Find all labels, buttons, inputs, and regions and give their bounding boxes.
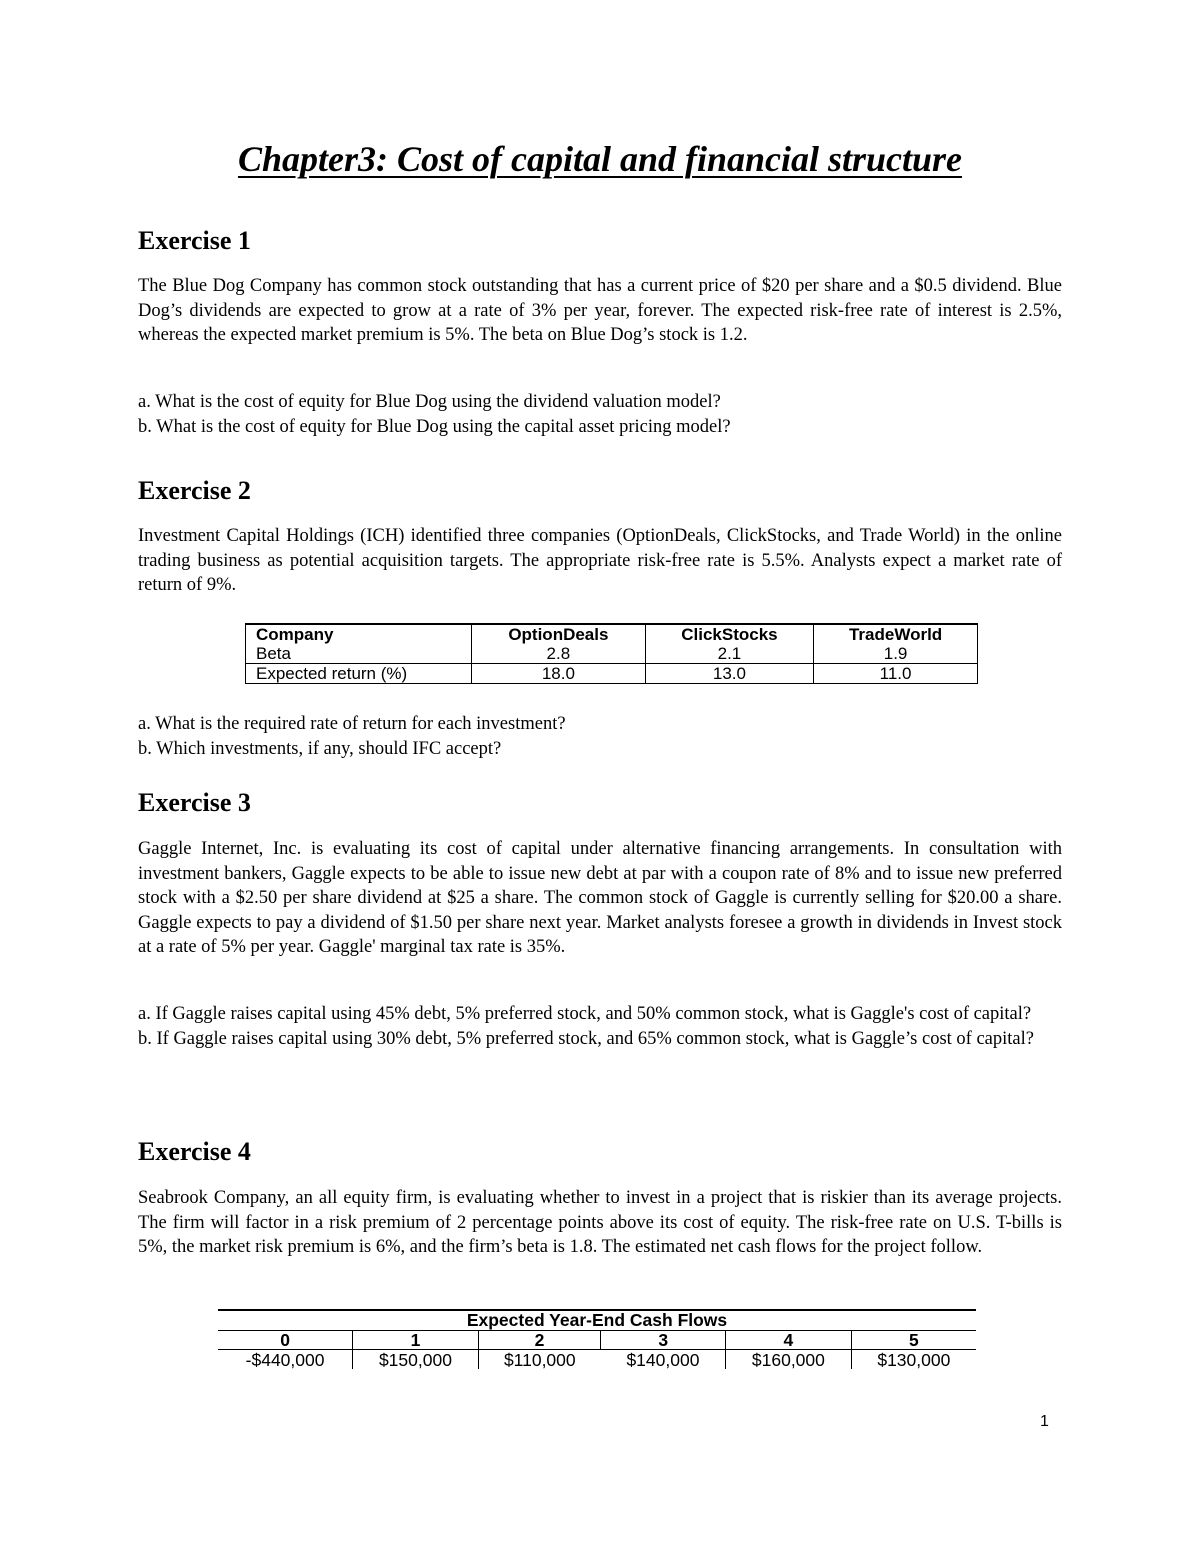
table-row: [246, 664, 978, 684]
table-cell: 2.1: [645, 644, 813, 664]
exercise-1-questions: [138, 390, 1068, 439]
cash-flow-cell: $130,000: [851, 1350, 976, 1370]
exercise-1-question-a: a. What is the cost of equity for Blue Dog using the dividend valuation model?: [138, 392, 721, 412]
beta-return-table: [245, 623, 978, 684]
table-header-cell: Company: [246, 624, 472, 644]
exercise-2-text: Investment Capital Holdings (ICH) identified three companies (OptionDeals, ClickStocks, and Trade World) in the online trading business as potential acquisition targets. The appropriate risk-free rate is 5.5%. Analysts expect a market rate of return of 9%.: [138, 526, 1062, 596]
table-cell: 11.0: [814, 664, 978, 684]
exercise-3-text: Gaggle Internet, Inc. is evaluating its cost of capital under alternative financing arrangements. In consultation with investment bankers, Gaggle expects to be able to issue new debt at par with a coupon rate of 8% and to issue new preferred stock with a $2.50 per share dividend at $25 a share. The common stock of Gaggle is currently selling for $20.00 a share. Gaggle expects to pay a dividend of $1.50 per share next year. Market analysts foresee a growth in dividends in Invest stock at a rate of 5% per year. Gaggle' marginal tax rate is 35%.: [138, 839, 1062, 958]
exercise-3-questions: [138, 1002, 1062, 1051]
cash-flow-cell: $110,000: [478, 1350, 601, 1370]
year-cell: 5: [851, 1331, 976, 1350]
exercise-1-heading: Exercise 1: [138, 226, 251, 255]
table-header-cell: TradeWorld: [814, 624, 978, 644]
exercise-1-text: The Blue Dog Company has common stock outstanding that has a current price of $20 per share and a $0.5 dividend. Blue Dog’s dividends are expected to grow at a rate of 3% per year, forever. The expected risk-free rate of interest is 2.5%, whereas the expected market premium is 5%. The beta on Blue Dog’s stock is 1.2.: [138, 276, 1062, 346]
table-cell: Expected return (%): [246, 664, 472, 684]
year-cell: 4: [726, 1331, 852, 1350]
cash-flow-table-caption: Expected Year-End Cash Flows: [218, 1309, 976, 1331]
exercise-4-heading: Exercise 4: [138, 1137, 251, 1166]
table-header-row: [218, 1331, 976, 1350]
exercise-2-questions: [138, 712, 1068, 761]
year-cell: 0: [218, 1331, 353, 1350]
table-cell: 18.0: [472, 664, 646, 684]
table-row: [218, 1350, 976, 1370]
table-cell: 13.0: [645, 664, 813, 684]
year-cell: 1: [353, 1331, 479, 1350]
exercise-2-heading: Exercise 2: [138, 476, 251, 505]
exercise-3-question-b: b. If Gaggle raises capital using 30% debt, 5% preferred stock, and 65% common stock, what is Gaggle’s cost of capital?: [138, 1028, 1034, 1049]
exercise-2-question-a: a. What is the required rate of return for each investment?: [138, 714, 566, 734]
cash-flow-table: [218, 1309, 976, 1369]
exercise-3-heading: Exercise 3: [138, 788, 251, 817]
exercise-4-text: Seabrook Company, an all equity firm, is evaluating whether to invest in a project that is riskier than its average projects. The firm will factor in a risk premium of 2 percentage points above its cost of equity. The risk-free rate on U.S. T-bills is 5%, the market risk premium is 6%, and the firm’s beta is 1.8. The estimated net cash flows for the project follow.: [138, 1188, 1062, 1258]
exercise-2-question-b: b. Which investments, if any, should IFC accept?: [138, 738, 502, 759]
table-header-cell: OptionDeals: [472, 624, 646, 644]
table-row: [246, 644, 978, 664]
exercise-1-question-b: b. What is the cost of equity for Blue Dog using the capital asset pricing model?: [138, 416, 731, 437]
table-cell: 1.9: [814, 644, 978, 664]
table-cell: Beta: [246, 644, 472, 664]
page-title: Chapter3: Cost of capital and financial structure: [237, 139, 963, 179]
year-cell: 2: [478, 1331, 601, 1350]
cash-flow-cell: $140,000: [626, 1349, 700, 1370]
cash-flow-cell: -$440,000: [245, 1349, 325, 1370]
exercise-3-question-a: a. If Gaggle raises capital using 45% debt, 5% preferred stock, and 50% common stock, what is Gaggle's cost of capital?: [138, 1004, 1032, 1024]
year-cell: 3: [601, 1331, 726, 1350]
table-header-row: [246, 624, 978, 644]
page-number: 1: [1040, 1413, 1049, 1430]
table-header-cell: ClickStocks: [645, 624, 813, 644]
cash-flow-cell: $160,000: [726, 1350, 852, 1370]
cash-flow-cell: $150,000: [353, 1350, 479, 1370]
table-cell: 2.8: [472, 644, 646, 664]
